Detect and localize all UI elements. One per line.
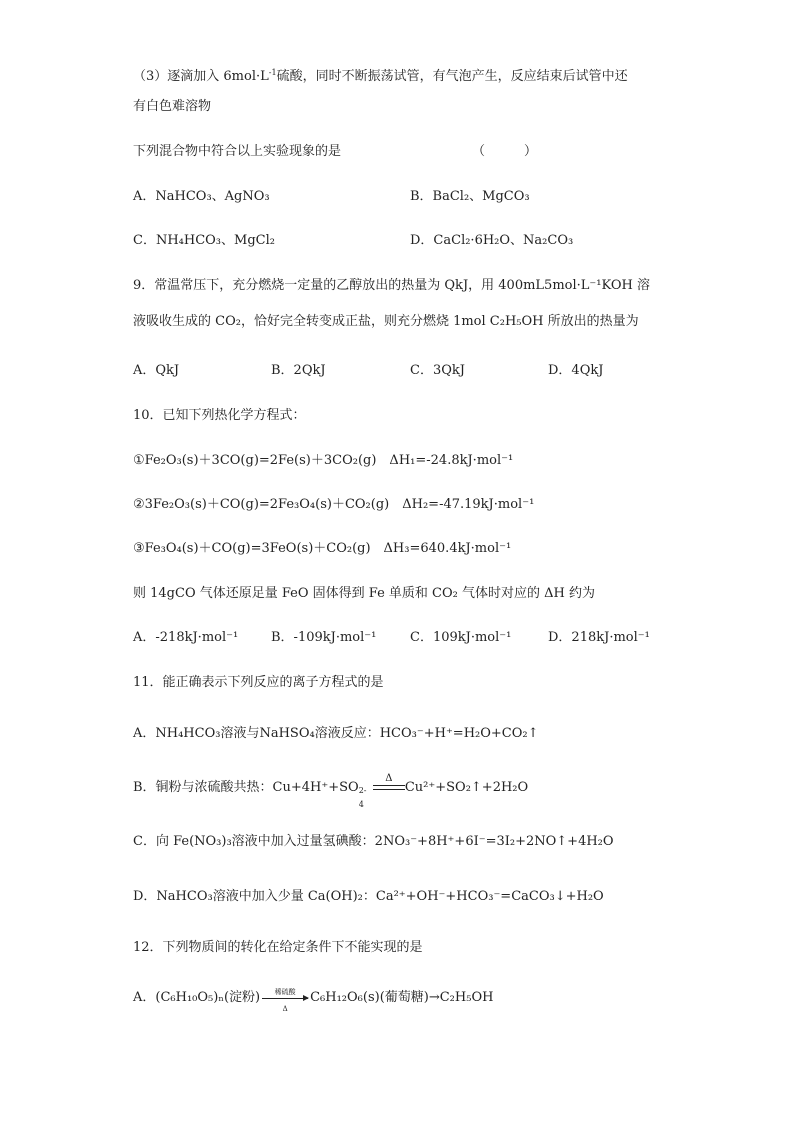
- q8-option-d[interactable]: D．CaCl₂·6H₂O、Na₂CO₃: [410, 233, 574, 248]
- q8-stem: 下列混合物中符合以上实验现象的是: [133, 144, 342, 159]
- q9-option-a[interactable]: A．QkJ: [133, 363, 180, 378]
- q9-option-c[interactable]: C．3QkJ: [410, 363, 465, 378]
- q9-option-d[interactable]: D．4QkJ: [548, 363, 604, 378]
- q10-question: 则 14gCO 气体还原足量 FeO 固体得到 Fe 单质和 CO₂ 气体时对应的 ΔH 约为: [133, 586, 595, 601]
- q8-line1: （3）逐滴加入 $6mol\cdot L^{-1}$硫酸，同时不断振荡试管，有气泡产生，反应结束后试管中还: [133, 68, 628, 84]
- q8-line2: 有白色难溶物: [133, 99, 212, 114]
- q8-answer-paren: （ ）: [472, 144, 538, 159]
- q11-option-c[interactable]: C．向 Fe(NO₃)₃溶液中加入过量氢碘酸：2NO₃⁻+8H⁺+6I⁻=3I₂+2NO↑+4H₂O: [133, 834, 614, 849]
- q10-eq3: ③Fe₃O₄(s)＋CO(g)=3FeO(s)＋CO₂(g) ΔH₃=640.4kJ·mol⁻¹: [133, 541, 512, 556]
- q9-line2: 液吸收生成的 CO₂，恰好完全转变成正盐，则充分燃烧 1mol C₂H₅OH 所放出的热量为: [133, 314, 639, 329]
- heat-condition-arrow: Δ: [373, 781, 405, 799]
- q11-stem: 11．能正确表示下列反应的离子方程式的是: [133, 675, 384, 690]
- q10-option-c[interactable]: C．109kJ·mol⁻¹: [410, 630, 512, 645]
- q11-option-a[interactable]: A．NH₄HCO₃溶液与NaHSO₄溶液反应：HCO₃⁻+H⁺=H₂O+CO₂↑: [133, 726, 539, 741]
- q10-eq1: ①Fe₂O₃(s)＋3CO(g)=2Fe(s)＋3CO₂(g) ΔH₁=-24.8kJ·mol⁻¹: [133, 453, 514, 468]
- q8-option-c[interactable]: C．NH₄HCO₃、MgCl₂: [133, 233, 275, 248]
- q8-option-a[interactable]: A．NaHCO₃、AgNO₃: [133, 189, 270, 204]
- q12-option-a[interactable]: A．(C₆H₁₀O₅)ₙ(淀粉) 稀硫酸 Δ C₆H₁₂O₆(s)(葡萄糖)→C₂H₅OH: [133, 988, 494, 1013]
- q8-option-b[interactable]: B．BaCl₂、MgCO₃: [410, 189, 530, 204]
- q9-line1: 9．常温常压下，充分燃烧一定量的乙醇放出的热量为 QkJ，用 400mL5mol·L⁻¹KOH 溶: [133, 278, 650, 293]
- q10-eq2: ②3Fe₂O₃(s)＋CO(g)=2Fe₃O₄(s)＋CO₂(g) ΔH₂=-47.19kJ·mol⁻¹: [133, 497, 535, 512]
- q11-option-b[interactable]: B．铜粉与浓硫酸共热：Cu+4H⁺+SO 2- 4 Δ Cu²⁺+SO₂↑+2H₂O: [133, 773, 529, 809]
- q12-stem: 12．下列物质间的转化在给定条件下不能实现的是: [133, 940, 423, 955]
- reaction-arrow: 稀硫酸 Δ: [262, 991, 308, 1009]
- q10-option-a[interactable]: A．-218kJ·mol⁻¹: [133, 630, 239, 645]
- q9-option-b[interactable]: B．2QkJ: [271, 363, 326, 378]
- q10-option-b[interactable]: B．-109kJ·mol⁻¹: [271, 630, 377, 645]
- q10-stem: 10．已知下列热化学方程式：: [133, 408, 306, 423]
- q11-option-d[interactable]: D．NaHCO₃溶液中加入少量 Ca(OH)₂：Ca²⁺+OH⁻+HCO₃⁻=CaCO₃↓+H₂O: [133, 889, 604, 904]
- q10-option-d[interactable]: D．218kJ·mol⁻¹: [548, 630, 650, 645]
